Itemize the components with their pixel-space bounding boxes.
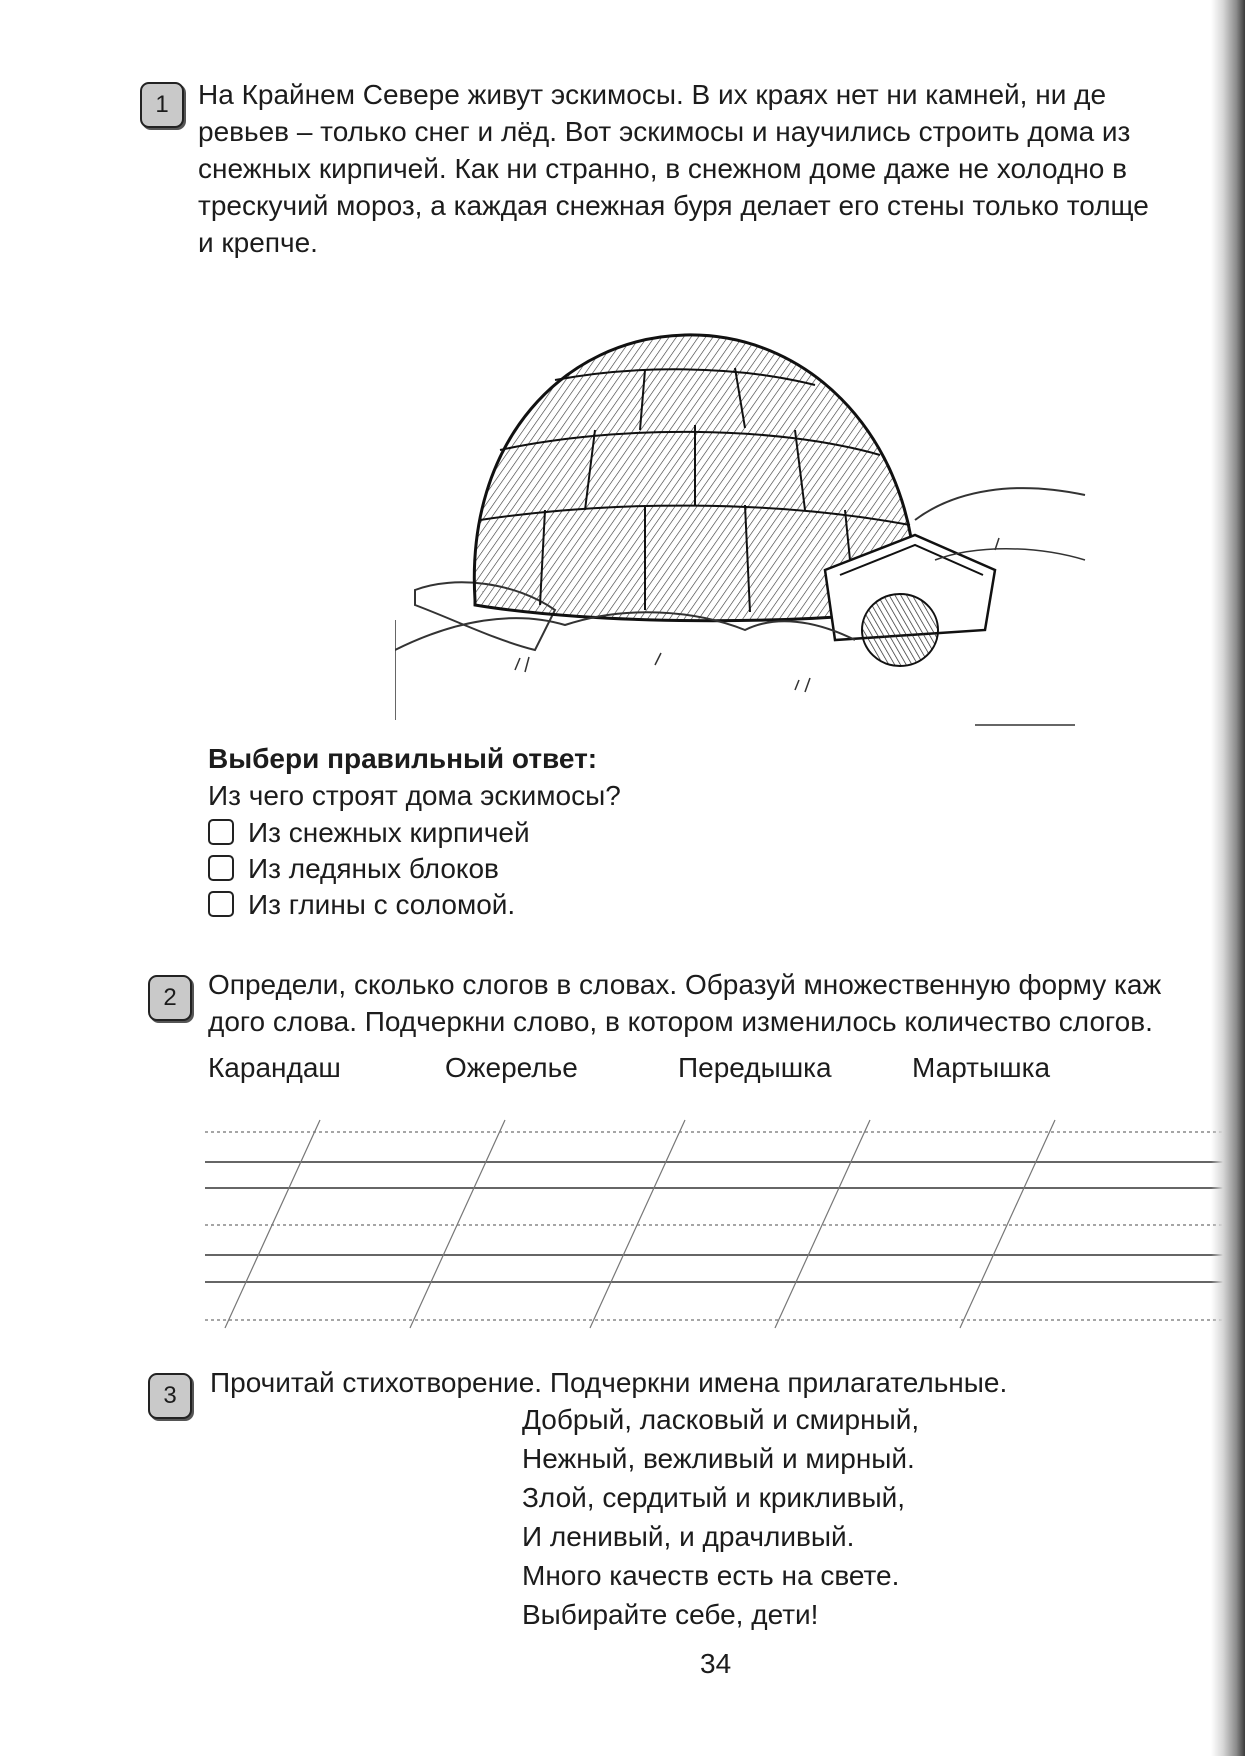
task-2-text [208,966,1161,1040]
word-2: Ожерелье [445,1052,578,1083]
checkbox[interactable] [208,891,234,917]
poem-line: Много качеств есть на свете. [522,1560,900,1591]
answer-option[interactable] [208,851,499,887]
answer-option[interactable] [208,887,515,923]
task-1-line: и крепче. [198,227,318,258]
task-1-line: снежных кирпичей. Как ни странно, в снежном доме даже не холодно в [198,153,1128,184]
task-3-instruction: Прочитай стихотворение. Подчеркни имена прилагательные. [210,1367,1008,1398]
poem-line: И ленивый, и драчливый. [522,1521,855,1552]
task-3-number-badge: 3 [148,1373,192,1419]
option-label: Из снежных кирпичей [248,817,530,848]
poem [522,1400,919,1634]
checkbox[interactable] [208,819,234,845]
task-1-line: На Крайнем Севере живут эскимосы. В их краях нет ни камней, ни де [198,79,1107,110]
checkbox[interactable] [208,855,234,881]
task-2-line: Определи, сколько слогов в словах. Образуй множественную форму каж [208,969,1162,1000]
task-2-line: дого слова. Подчеркни слово, в котором изменилось количество слогов. [208,1006,1153,1037]
word-1: Карандаш [208,1052,341,1083]
option-label: Из глины с соломой. [248,889,516,920]
task-1-instruction: Выбери правильный ответ: [208,743,598,774]
option-label: Из ледяных блоков [248,853,499,884]
task-1-question: Из чего строят дома эскимосы? [208,780,621,811]
poem-line: Нежный, вежливый и мирный. [522,1443,915,1474]
poem-line: Злой, сердитый и крикливый, [522,1482,906,1513]
writing-lines[interactable] [205,1110,1245,1340]
task-1-text [198,76,1149,261]
igloo-illustration [395,320,1095,740]
page-spine-shadow [1211,0,1245,1756]
word-4: Мартышка [912,1052,1051,1083]
poem-line: Добрый, ласковый и смирный, [522,1404,920,1435]
answer-option[interactable] [208,815,530,851]
page-number: 34 [700,1648,732,1679]
poem-line: Выбирайте себе, дети! [522,1599,819,1630]
task-2-number-badge: 2 [148,975,192,1021]
task-1-number-badge: 1 [140,82,184,128]
task-1-line: трескучий мороз, а каждая снежная буря делает его стены только толще [198,190,1149,221]
word-3: Передышка [678,1052,832,1083]
task-1-line: ревьев – только снег и лёд. Вот эскимосы и научились строить дома из [198,116,1131,147]
